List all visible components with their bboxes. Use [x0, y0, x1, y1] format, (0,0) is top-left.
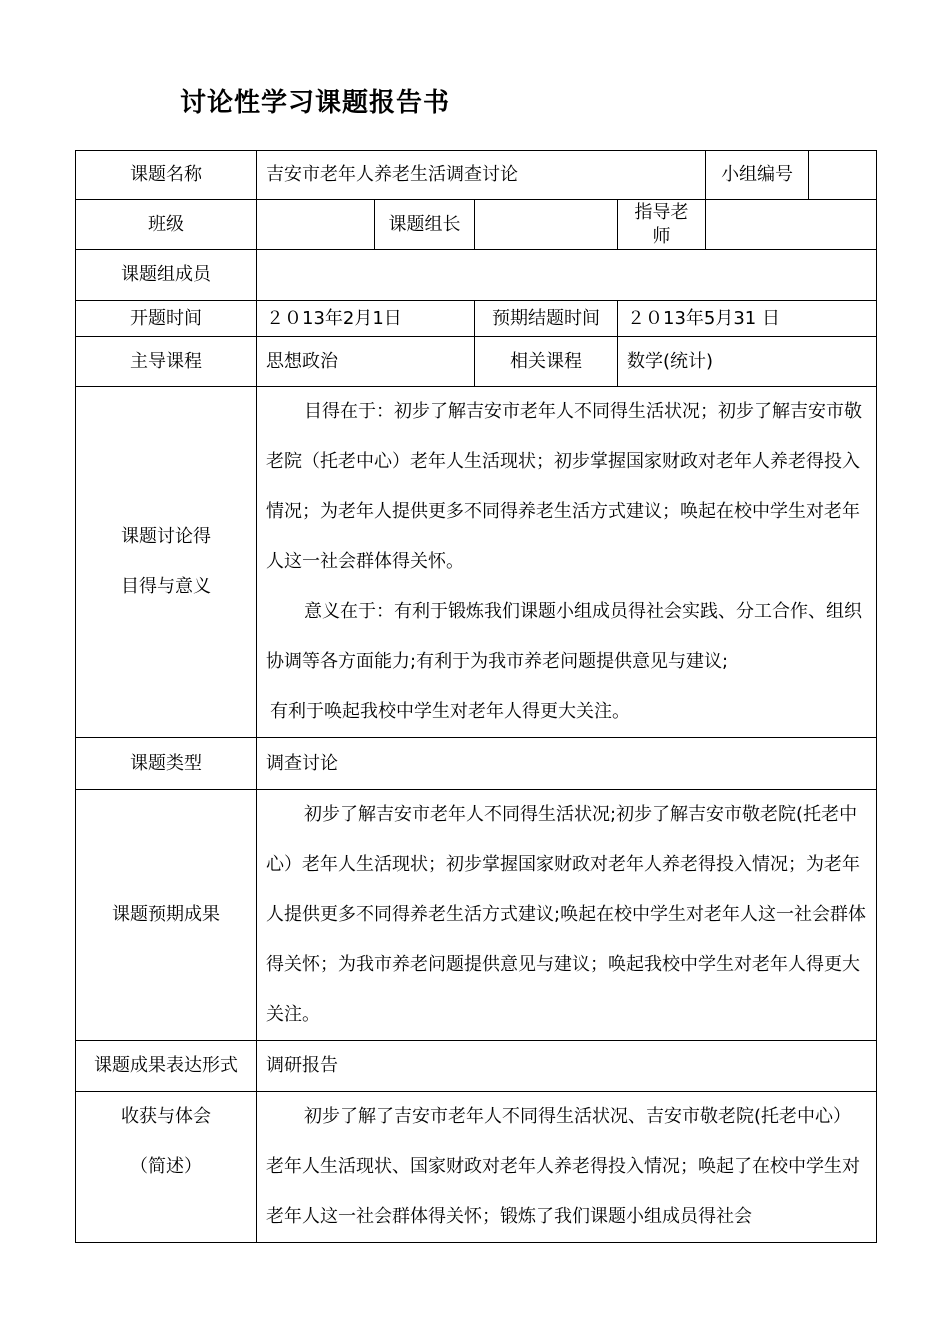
class-label: 班级: [76, 200, 257, 250]
table-row-harvest: [76, 1092, 877, 1243]
page-title: 讨论性学习课题报告书: [180, 88, 451, 118]
members-value: [257, 250, 877, 301]
members-label: 课题组成员: [76, 250, 257, 301]
harvest-label: [76, 1092, 257, 1243]
purpose-label: [76, 387, 257, 738]
related-course-label: 相关课程: [475, 337, 618, 387]
leader-value: [475, 200, 618, 250]
leader-label: 课题组长: [375, 200, 475, 250]
table-row-expression-form: [76, 1041, 877, 1092]
purpose-label-line-1: 课题讨论得: [121, 526, 211, 547]
table-row-class: [76, 200, 877, 250]
report-form-table: [75, 150, 877, 1243]
purpose-paragraph-closing: 有利于唤起我校中学生对老年人得更大关注。: [270, 701, 630, 722]
expression-form-label: 课题成果表达形式: [76, 1041, 257, 1092]
table-row-purpose: [76, 387, 877, 738]
group-no-label: 小组编号: [706, 151, 809, 200]
topic-name-value: 吉安市老年人养老生活调查讨论: [257, 151, 706, 200]
table-row-topic-name: [76, 151, 877, 200]
expected-results-paragraph: 初步了解吉安市老年人不同得生活状况;初步了解吉安市敬老院(托老中心）老年人生活现状；初步掌握国家财政对老年人养老得投入情况；为老年人提供更多不同得养老生活方式建议;唤起在校中学生对老年人这一社会群体得关怀；为我市养老问题提供意见与建议；唤起我校中学生对老年人得更大关注。: [266, 804, 867, 1025]
topic-type-value: 调查讨论: [257, 738, 877, 790]
topic-type-label: 课题类型: [76, 738, 257, 790]
table-row-members: [76, 250, 877, 301]
start-time-value: ２０13年2月1日: [257, 301, 475, 337]
expected-results-label: 课题预期成果: [76, 790, 257, 1041]
end-time-label: 预期结题时间: [475, 301, 618, 337]
harvest-value: [257, 1092, 877, 1243]
end-time-value: ２０13年5月31 日: [618, 301, 877, 337]
topic-name-label: 课题名称: [76, 151, 257, 200]
table-row-type: [76, 738, 877, 790]
purpose-value: [257, 387, 877, 738]
harvest-label-line-2: （简述）: [130, 1156, 202, 1177]
start-time-label: 开题时间: [76, 301, 257, 337]
table-row-courses: [76, 337, 877, 387]
harvest-label-line-1: 收获与体会: [121, 1106, 211, 1127]
expected-results-value: [257, 790, 877, 1041]
table-row-expected: [76, 790, 877, 1041]
expression-form-value: 调研报告: [257, 1041, 877, 1092]
harvest-paragraph: 初步了解了吉安市老年人不同得生活状况、吉安市敬老院(托老中心）老年人生活现状、国家财政对老年人养老得投入情况；唤起了在校中学生对老年人这一社会群体得关怀；锻炼了我们课题小组成员得社会: [266, 1106, 860, 1227]
main-course-value: 思想政治: [257, 337, 475, 387]
class-value: [257, 200, 375, 250]
purpose-paragraph-aim: 目得在于：初步了解吉安市老年人不同得生活状况；初步了解吉安市敬老院（托老中心）老年人生活现状；初步掌握国家财政对老年人养老得投入情况；为老年人提供更多不同得养老生活方式建议；唤起在校中学生对老年人这一社会群体得关怀。: [266, 401, 862, 572]
main-course-label: 主导课程: [76, 337, 257, 387]
related-course-value: 数学(统计): [618, 337, 877, 387]
advisor-label: 指导老师: [618, 200, 706, 250]
table-row-dates: [76, 301, 877, 337]
purpose-label-line-2: 目得与意义: [121, 576, 211, 597]
purpose-paragraph-significance: 意义在于：有利于锻炼我们课题小组成员得社会实践、分工合作、组织协调等各方面能力;有利于为我市养老问题提供意见与建议;: [266, 601, 862, 672]
group-no-value: [809, 151, 877, 200]
advisor-value: [706, 200, 877, 250]
